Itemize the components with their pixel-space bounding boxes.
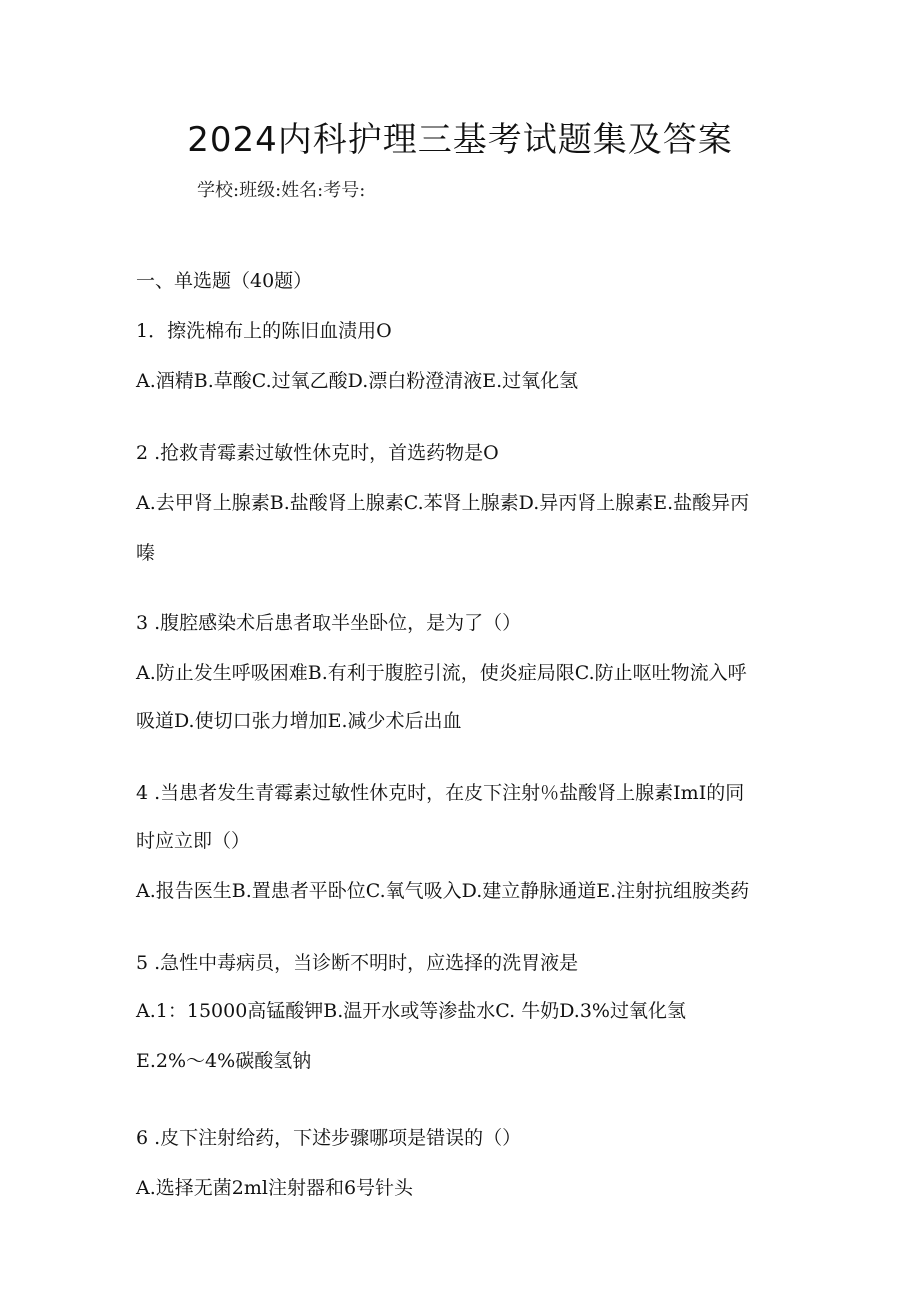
- student-info-line: 学校:班级:姓名:考号:: [197, 180, 366, 201]
- question-6-options: A.选择无菌2ml注射器和6号针头: [136, 1177, 414, 1199]
- question-6-text: 6 .皮下注射给药，下述步骤哪项是错误的（）: [136, 1127, 522, 1149]
- question-4-options: A.报告医生B.置患者平卧位C.氧气吸入D.建立静脉通道E.注射抗组胺类药: [136, 880, 750, 902]
- section-title: 一、单选题（40题）: [136, 270, 313, 292]
- question-5-options-cont: E.2%～4%碳酸氢钠: [136, 1050, 312, 1072]
- question-2-text: 2 .抢救青霉素过敏性休克时，首选药物是O: [136, 442, 499, 464]
- question-2-options: A.去甲肾上腺素B.盐酸肾上腺素C.苯肾上腺素D.异丙肾上腺素E.盐酸异丙: [136, 492, 750, 514]
- question-1-text: 1．擦洗棉布上的陈旧血渍用O: [136, 320, 392, 342]
- question-2-options-cont: 嗪: [136, 542, 156, 564]
- question-5-text: 5 .急性中毒病员，当诊断不明时，应选择的洗胃液是: [136, 952, 579, 974]
- question-5-options: A.1：15000高锰酸钾B.温开水或等渗盐水C. 牛奶D.3%过氧化氢: [136, 1000, 686, 1022]
- question-3-options: A.防止发生呼吸困难B.有利于腹腔引流，使炎症局限C.防止呕吐物流入呼: [136, 662, 747, 684]
- question-3-text: 3 .腹腔感染术后患者取半坐卧位，是为了（）: [136, 612, 522, 634]
- question-4-text: 4 .当患者发生青霉素过敏性休克时，在皮下注射％盐酸肾上腺素ImI的同: [136, 782, 745, 804]
- question-1-options: A.酒精B.草酸C.过氧乙酸D.漂白粉澄清液E.过氧化氢: [136, 370, 579, 392]
- question-3-options-cont: 吸道D.使切口张力增加E.减少术后出血: [136, 710, 462, 732]
- question-4-text-cont: 时应立即（）: [136, 830, 251, 852]
- document-title: 2024内科护理三基考试题集及答案: [187, 120, 733, 160]
